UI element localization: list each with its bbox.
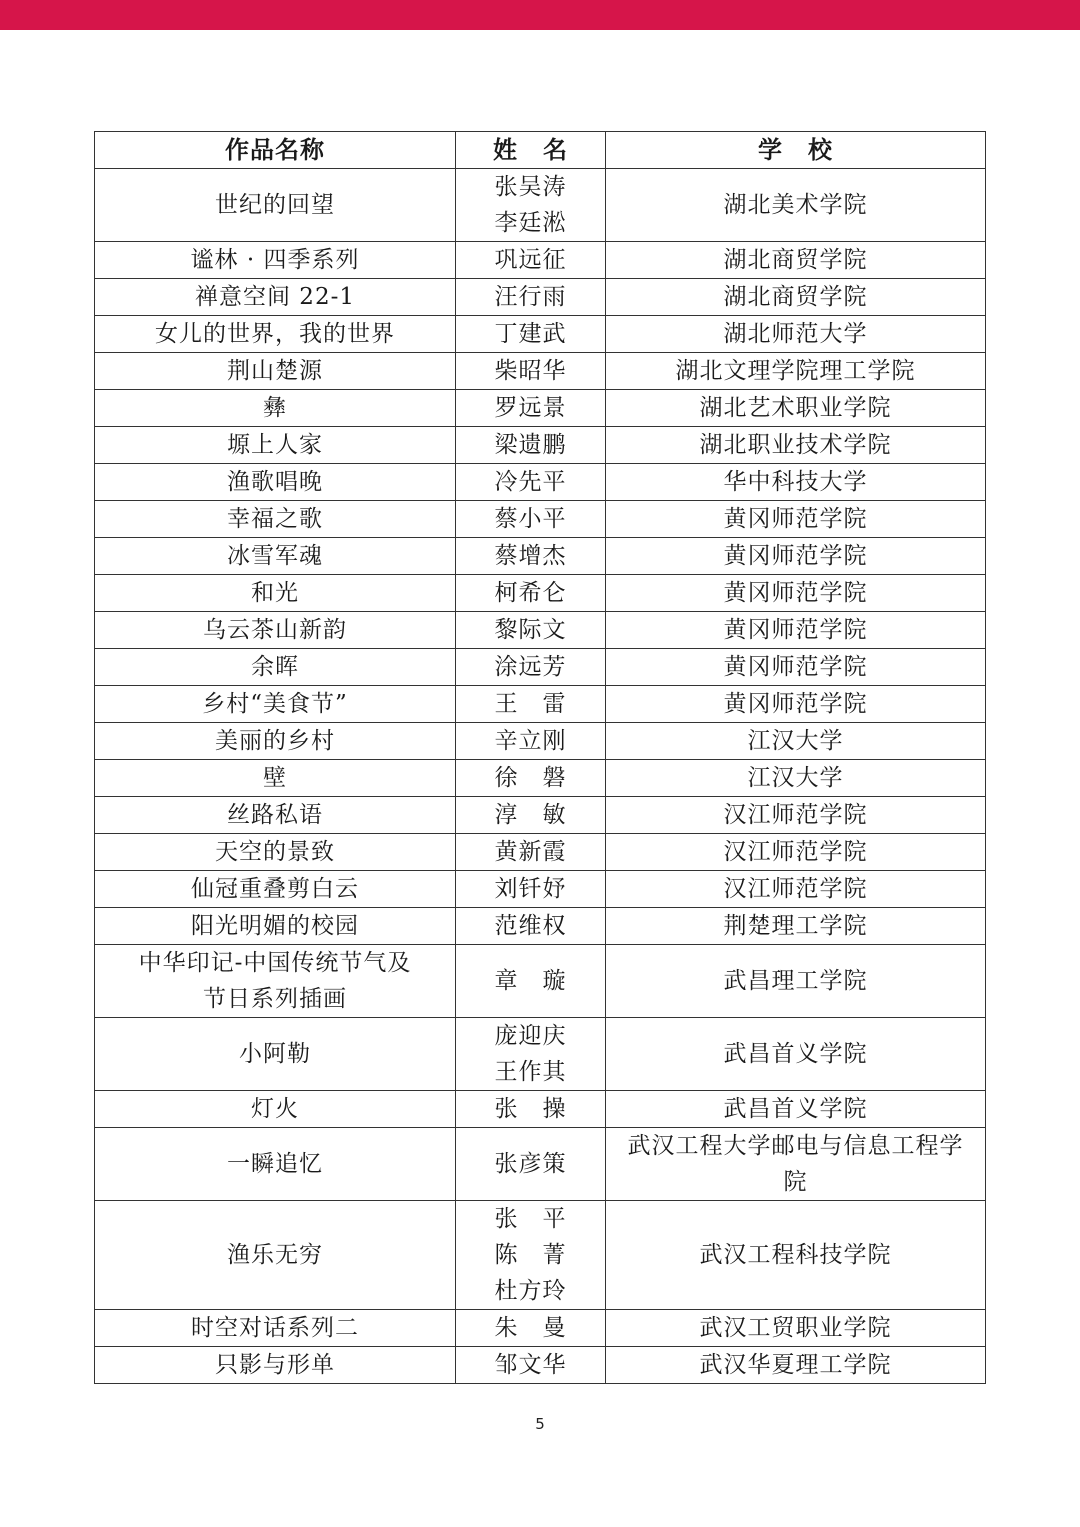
cell-school-line: 湖北师范大学: [723, 321, 868, 347]
cell-work-title: [95, 316, 456, 353]
cell-author-name-line: 黄新霞: [494, 839, 567, 865]
cell-author-name-line: 王作其: [494, 1059, 567, 1085]
cell-author-name: [456, 871, 606, 908]
cell-author-name: [456, 1310, 606, 1347]
cell-school: [606, 501, 986, 538]
cell-work-title: [95, 242, 456, 279]
cell-author-name: [456, 575, 606, 612]
cell-work-title: [95, 575, 456, 612]
table-row: [95, 649, 986, 686]
cell-work-title: [95, 723, 456, 760]
cell-work-title: [95, 871, 456, 908]
cell-school-line: 荆楚理工学院: [723, 913, 868, 939]
cell-author-name: [456, 834, 606, 871]
cell-work-title-line: 中华印记-中国传统节气及: [138, 950, 412, 976]
cell-school: [606, 760, 986, 797]
cell-school-line: 汉江师范学院: [723, 839, 868, 865]
cell-author-name-line: 张彦策: [494, 1151, 567, 1177]
cell-school: [606, 353, 986, 390]
cell-author-name-line: 张 操: [494, 1096, 567, 1122]
cell-author-name: [456, 649, 606, 686]
cell-school-line: 武昌理工学院: [723, 968, 868, 994]
header-name: 姓 名: [456, 132, 606, 169]
cell-school: [606, 538, 986, 575]
cell-author-name: [456, 1091, 606, 1128]
table-row: [95, 945, 986, 1018]
cell-work-title-line: 冰雪军魂: [227, 543, 323, 569]
cell-school: [606, 316, 986, 353]
cell-school-line: 武汉工贸职业学院: [699, 1315, 892, 1341]
cell-school: [606, 1018, 986, 1091]
cell-work-title: [95, 612, 456, 649]
cell-author-name-line: 张吴涛: [494, 174, 567, 200]
cell-work-title-line: 彝: [263, 395, 287, 421]
cell-author-name: [456, 797, 606, 834]
cell-work-title: [95, 834, 456, 871]
cell-school-line: 湖北商贸学院: [723, 247, 868, 273]
cell-school-line: 湖北商贸学院: [723, 284, 868, 310]
cell-work-title: [95, 797, 456, 834]
cell-school: [606, 871, 986, 908]
cell-school-line: 武汉工程大学邮电与信息工程学: [627, 1133, 964, 1159]
cell-author-name-line: 范维权: [494, 913, 567, 939]
cell-author-name: [456, 464, 606, 501]
cell-school-line: 汉江师范学院: [723, 876, 868, 902]
cell-work-title-line: 小阿勒: [239, 1041, 311, 1067]
cell-work-title-line: 丝路私语: [227, 802, 323, 828]
cell-school: [606, 612, 986, 649]
table-row: [95, 760, 986, 797]
cell-author-name-line: 章 璇: [494, 968, 567, 994]
table-row: [95, 169, 986, 242]
cell-author-name-line: 辛立刚: [494, 728, 567, 754]
cell-author-name-line: 丁建武: [494, 321, 567, 347]
cell-school: [606, 575, 986, 612]
cell-school: [606, 279, 986, 316]
cell-author-name-line: 陈 菁: [494, 1242, 567, 1268]
cell-author-name-line: 黎际文: [494, 617, 567, 643]
cell-school-line: 黄冈师范学院: [723, 506, 868, 532]
cell-author-name-line: 蔡小平: [494, 506, 567, 532]
cell-work-title-line: 幸福之歌: [227, 506, 323, 532]
cell-school-line: 湖北文理学院理工学院: [675, 358, 916, 384]
cell-school-line: 武昌首义学院: [723, 1096, 868, 1122]
table-row: [95, 1128, 986, 1201]
cell-author-name: [456, 279, 606, 316]
cell-school-line: 湖北职业技术学院: [699, 432, 892, 458]
cell-author-name-line: 巩远征: [494, 247, 567, 273]
cell-work-title-line: 塬上人家: [227, 432, 323, 458]
cell-author-name: [456, 242, 606, 279]
cell-work-title-line: 天空的景致: [215, 839, 335, 865]
table-row: [95, 686, 986, 723]
table-row: [95, 575, 986, 612]
cell-school: [606, 1201, 986, 1310]
cell-author-name-line: 柯希仑: [494, 580, 567, 606]
cell-work-title-line: 美丽的乡村: [215, 728, 335, 754]
header-school: 学 校: [606, 132, 986, 169]
cell-author-name: [456, 501, 606, 538]
table-row: [95, 1018, 986, 1091]
cell-work-title-line: 和光: [251, 580, 299, 606]
cell-work-title-line: 禅意空间 22-1: [195, 284, 355, 310]
cell-author-name-line: 梁遗鹏: [494, 432, 567, 458]
cell-author-name: [456, 760, 606, 797]
cell-school-line: 湖北艺术职业学院: [699, 395, 892, 421]
cell-school: [606, 464, 986, 501]
cell-work-title: [95, 353, 456, 390]
cell-work-title: [95, 427, 456, 464]
cell-work-title-line: 阳光明媚的校园: [191, 913, 359, 939]
cell-work-title: [95, 760, 456, 797]
cell-author-name-line: 李廷淞: [494, 210, 567, 236]
cell-author-name-line: 徐 磐: [494, 765, 567, 791]
table-row: [95, 797, 986, 834]
table-row: [95, 908, 986, 945]
cell-school-line: 武汉华夏理工学院: [699, 1352, 892, 1378]
cell-school: [606, 1310, 986, 1347]
cell-school: [606, 427, 986, 464]
cell-author-name-line: 邹文华: [494, 1352, 567, 1378]
table-row: [95, 390, 986, 427]
cell-school-line: 华中科技大学: [723, 469, 868, 495]
cell-work-title-line: 一瞬追忆: [227, 1151, 323, 1177]
cell-author-name: [456, 723, 606, 760]
cell-work-title: [95, 169, 456, 242]
cell-work-title: [95, 538, 456, 575]
cell-work-title-line: 女儿的世界，我的世界: [155, 321, 395, 347]
cell-author-name-line: 淳 敏: [494, 802, 567, 828]
cell-author-name-line: 朱 曼: [494, 1315, 567, 1341]
cell-author-name-line: 杜方玲: [494, 1278, 567, 1304]
cell-work-title: [95, 390, 456, 427]
top-accent-bar: [0, 0, 1080, 30]
cell-school: [606, 649, 986, 686]
table-row: [95, 316, 986, 353]
cell-author-name: [456, 686, 606, 723]
cell-school: [606, 945, 986, 1018]
cell-school-line: 黄冈师范学院: [723, 617, 868, 643]
cell-work-title: [95, 1091, 456, 1128]
cell-author-name: [456, 612, 606, 649]
header-work-title: 作品名称: [95, 132, 456, 169]
cell-author-name-line: 柴昭华: [494, 358, 567, 384]
cell-work-title-line: 仙冠重叠剪白云: [191, 876, 359, 902]
cell-work-title: [95, 1018, 456, 1091]
table-row: [95, 834, 986, 871]
cell-author-name: [456, 169, 606, 242]
cell-school-line: 黄冈师范学院: [723, 543, 868, 569]
cell-work-title: [95, 1201, 456, 1310]
table-row: [95, 242, 986, 279]
cell-work-title-line: 灯火: [251, 1096, 299, 1122]
cell-author-name: [456, 945, 606, 1018]
cell-school-line: 院: [783, 1169, 808, 1195]
table-row: [95, 464, 986, 501]
cell-school: [606, 1091, 986, 1128]
cell-school-line: 黄冈师范学院: [723, 580, 868, 606]
cell-work-title: [95, 464, 456, 501]
cell-work-title-line: 壁: [263, 765, 287, 791]
table-row: [95, 1201, 986, 1310]
cell-work-title-line: 渔乐无穷: [227, 1242, 323, 1268]
cell-author-name-line: 庞迎庆: [494, 1023, 567, 1049]
cell-author-name: [456, 1201, 606, 1310]
cell-school-line: 武昌首义学院: [723, 1041, 868, 1067]
cell-work-title-line: 乡村“美食节”: [202, 691, 348, 717]
cell-school: [606, 797, 986, 834]
table-row: [95, 538, 986, 575]
cell-author-name: [456, 390, 606, 427]
table-row: [95, 501, 986, 538]
cell-work-title-line: 谧林 · 四季系列: [190, 247, 360, 273]
cell-work-title-line: 渔歌唱晚: [227, 469, 323, 495]
table-row: [95, 612, 986, 649]
table-body: [95, 169, 986, 1384]
cell-author-name: [456, 1018, 606, 1091]
cell-author-name: [456, 908, 606, 945]
page-number: 5: [535, 1415, 545, 1433]
cell-author-name-line: 王 雷: [494, 691, 567, 717]
cell-author-name-line: 刘钎妤: [494, 876, 567, 902]
cell-work-title: [95, 1310, 456, 1347]
cell-author-name: [456, 1128, 606, 1201]
table-row: [95, 353, 986, 390]
cell-author-name: [456, 427, 606, 464]
awards-table: [94, 131, 986, 1384]
cell-school: [606, 908, 986, 945]
cell-work-title: [95, 1128, 456, 1201]
cell-work-title: [95, 945, 456, 1018]
cell-school-line: 武汉工程科技学院: [699, 1242, 892, 1268]
cell-author-name-line: 汪行雨: [494, 284, 567, 310]
cell-work-title: [95, 908, 456, 945]
cell-school-line: 黄冈师范学院: [723, 654, 868, 680]
cell-work-title-line: 余晖: [251, 654, 299, 680]
table-row: [95, 427, 986, 464]
table-header-row: [95, 132, 986, 169]
table-row: [95, 723, 986, 760]
cell-author-name-line: 张 平: [494, 1206, 567, 1232]
cell-author-name-line: 蔡增杰: [494, 543, 567, 569]
cell-work-title-line: 乌云茶山新韵: [203, 617, 347, 643]
cell-work-title-line: 只影与形单: [215, 1352, 335, 1378]
cell-school: [606, 242, 986, 279]
cell-school: [606, 1128, 986, 1201]
cell-work-title-line: 节日系列插画: [203, 986, 347, 1012]
cell-school: [606, 390, 986, 427]
cell-school-line: 湖北美术学院: [723, 192, 868, 218]
cell-work-title: [95, 686, 456, 723]
cell-author-name: [456, 316, 606, 353]
cell-work-title: [95, 279, 456, 316]
cell-school: [606, 1347, 986, 1384]
table-row: [95, 1091, 986, 1128]
cell-work-title-line: 荆山楚源: [227, 358, 323, 384]
cell-author-name-line: 冷先平: [494, 469, 567, 495]
cell-work-title: [95, 1347, 456, 1384]
table-row: [95, 1310, 986, 1347]
cell-school: [606, 723, 986, 760]
table-row: [95, 1347, 986, 1384]
cell-author-name: [456, 538, 606, 575]
cell-work-title-line: 时空对话系列二: [191, 1315, 359, 1341]
cell-author-name: [456, 1347, 606, 1384]
table-row: [95, 871, 986, 908]
cell-work-title-line: 世纪的回望: [215, 192, 335, 218]
cell-school-line: 汉江师范学院: [723, 802, 868, 828]
cell-school: [606, 834, 986, 871]
cell-school-line: 江汉大学: [747, 728, 844, 754]
cell-school-line: 江汉大学: [747, 765, 844, 791]
cell-school: [606, 169, 986, 242]
table-row: [95, 279, 986, 316]
cell-work-title: [95, 649, 456, 686]
cell-work-title: [95, 501, 456, 538]
cell-school-line: 黄冈师范学院: [723, 691, 868, 717]
cell-school: [606, 686, 986, 723]
cell-author-name-line: 涂远芳: [494, 654, 567, 680]
cell-author-name: [456, 353, 606, 390]
cell-author-name-line: 罗远景: [494, 395, 567, 421]
